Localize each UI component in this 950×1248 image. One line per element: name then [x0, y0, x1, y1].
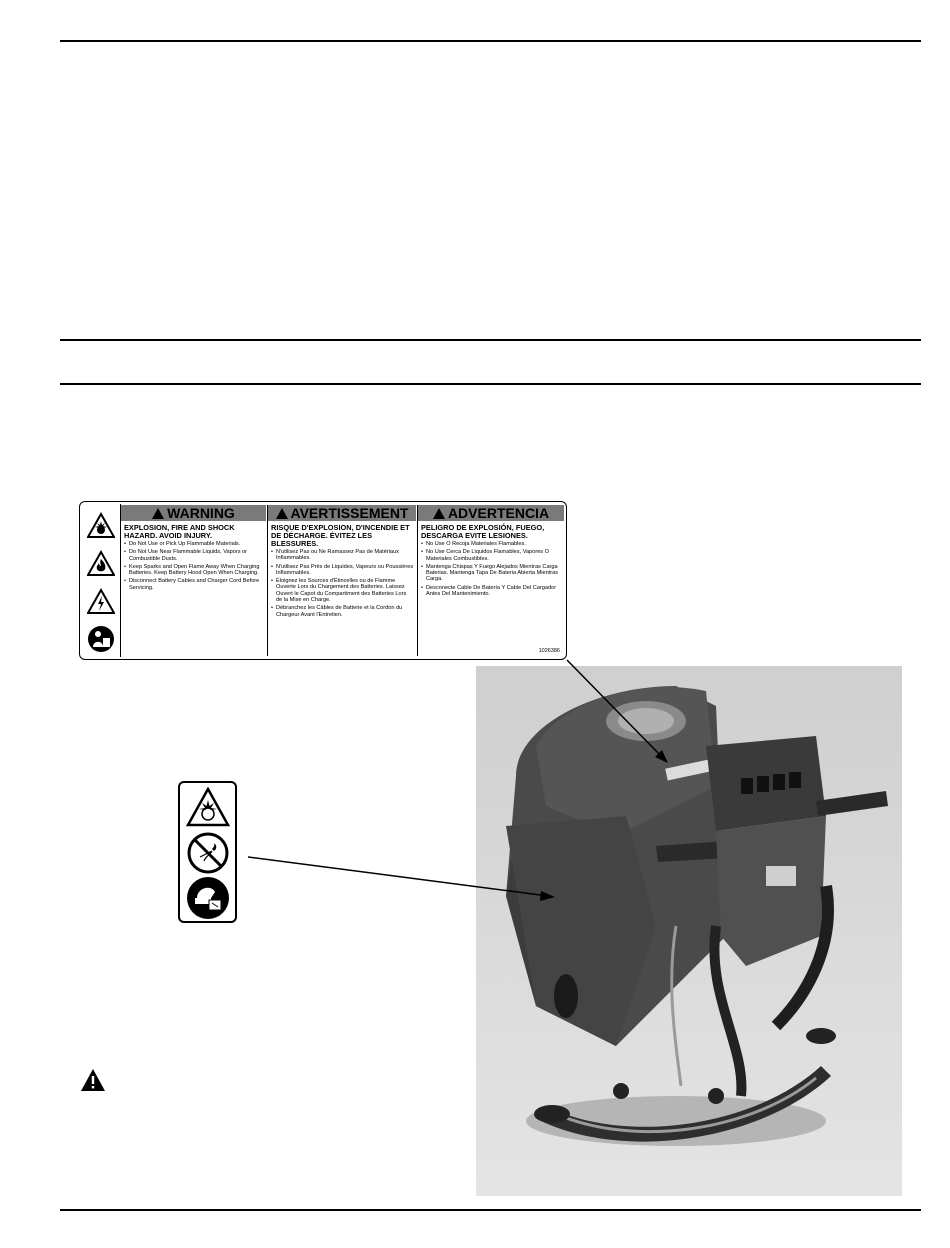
caution-triangle-icon [80, 1068, 106, 1092]
decal-title: EXPLOSION, FIRE AND SHOCK HAZARD. AVOID INJURY. [124, 523, 235, 540]
callout-arrow-battery-decal [540, 891, 555, 901]
decal-part-number: 1026386 [538, 648, 560, 654]
decal-item: • No Use Cerca De Liquidos Flamables, Vapores O Materiales Combustibles. [421, 549, 562, 562]
decal-item: • Keep Sparks and Open Flame Away When Charging Batteries. Keep Battery Hood Open When Charging. [124, 564, 264, 577]
decal-title: RISQUE D'EXPLOSION, D'INCENDIE ET DE DÉCHARGE. ÉVITEZ LES BLESSURES. [271, 523, 410, 548]
decal-item: • Do Not Use or Pick Up Flammable Materials. [124, 541, 264, 547]
decal-item: • Disconnect Battery Cables and Charger Cord Before Servicing. [124, 578, 264, 591]
decal-header-text: AVERTISSEMENT [290, 505, 409, 521]
decal-item: • N'utilisez Pas ou Ne Ramassez Pas de Matériaux Inflammables. [271, 549, 414, 562]
decal-header-text: WARNING [167, 505, 235, 521]
callout-line-warning-decal [567, 660, 664, 759]
decal-item: • Desconecte Cable De Batería Y Cable Del Cargador Antes Del Mantenimiento. [421, 585, 562, 598]
decal-item: • Débranchez les Câbles de Batterie et la Cordon du Chargeur Avant l'Entretien. [271, 605, 414, 618]
decal-item: • Éloignez les Sources d'Étincelles ou de Flamme Ouverte Lors du Chargement des Batteries. Laissez Ouvert le Capot du Compartiment des Batteries Lors de la Mise en Charge. [271, 578, 414, 603]
decal-item: • N'utilisez Pas Près de Liquides, Vapeurs ou Poussières Inflammables. [271, 564, 414, 577]
decal-title: PELIGRO DE EXPLOSIÓN, FUEGO, DESCARGA EVITE LESIONES. [421, 523, 545, 540]
callout-line-battery-decal [248, 857, 548, 896]
decal-item: • No Use O Recoja Materiales Flamables. [421, 541, 562, 547]
decal-header-text: ADVERTENCIA [447, 505, 550, 521]
decal-item: • Mantenga Chispas Y Fuego Alejados Mientras Carga Baterias. Mantenga Tapa De Bateria Abierta Mientras Carga. [421, 564, 562, 583]
decal-item: • Do Not Use Near Flammable Liquids, Vapors or Combustible Dusts. [124, 549, 264, 562]
